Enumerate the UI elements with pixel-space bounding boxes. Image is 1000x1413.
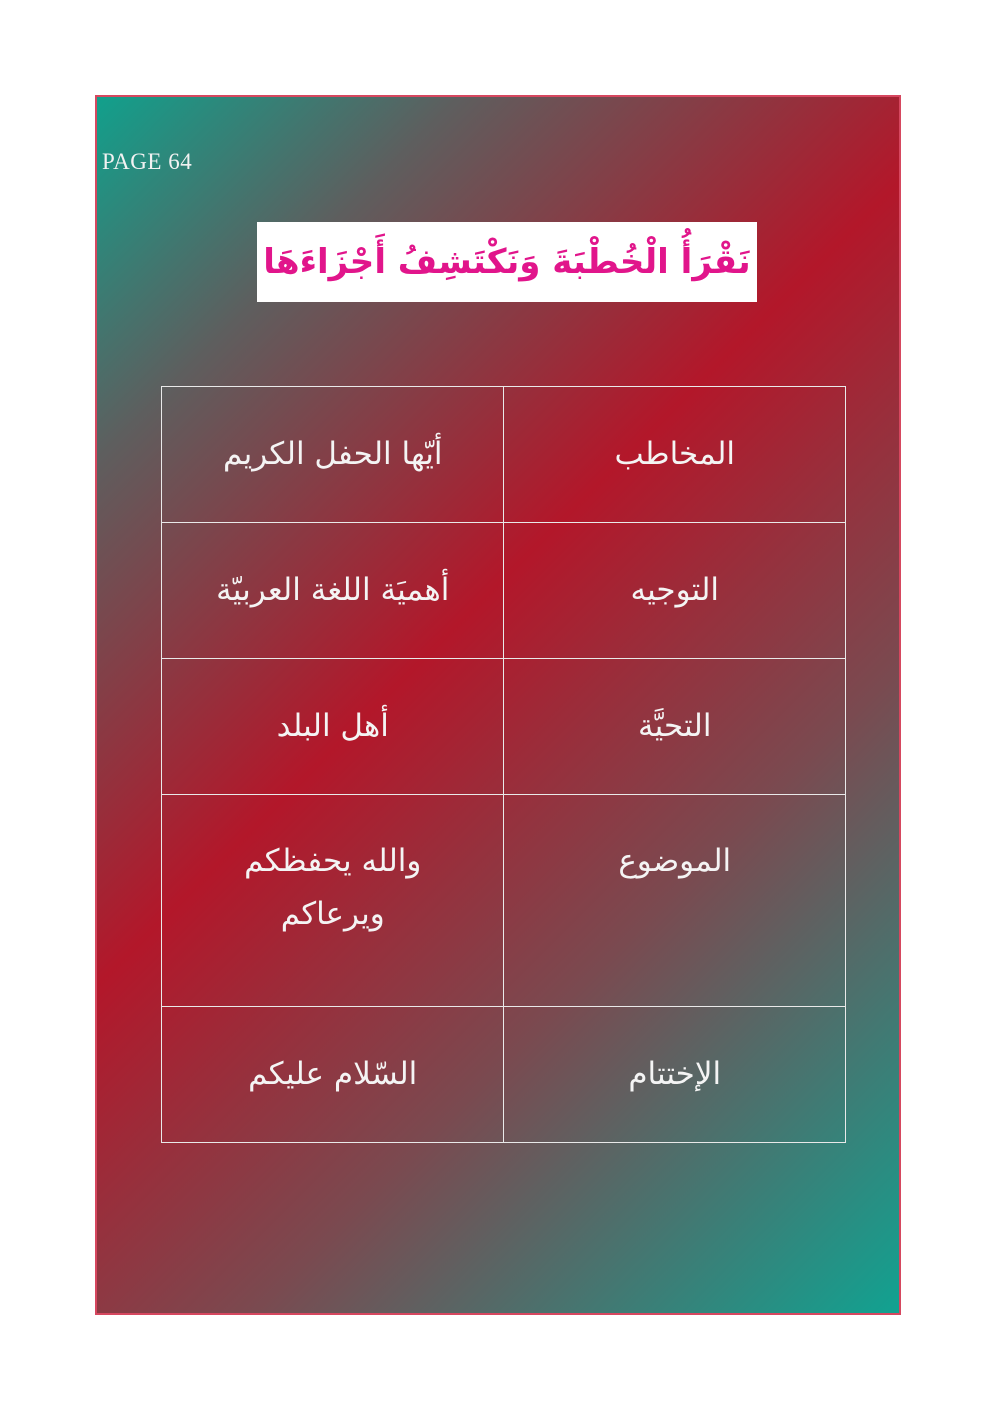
part-label: التوجيه <box>504 523 846 659</box>
table-row <box>162 795 846 1007</box>
part-label: المخاطب <box>504 387 846 523</box>
page-title: نَقْرَأُ الْخُطْبَةَ وَنَكْتَشِفُ أَجْزَاءَهَا <box>263 242 751 282</box>
title-box <box>257 222 757 302</box>
table-row <box>162 387 846 523</box>
table-row <box>162 659 846 795</box>
part-value: أهميَة اللغة العربيّة <box>162 523 504 659</box>
page-number: PAGE 64 <box>102 149 193 174</box>
part-label: الإختتام <box>504 1007 846 1143</box>
table-row <box>162 523 846 659</box>
table-row <box>162 1007 846 1143</box>
worksheet-page <box>95 95 901 1315</box>
part-label: التحيَّة <box>504 659 846 795</box>
part-label: الموضوع <box>504 795 846 1007</box>
part-value: أهل البلد <box>162 659 504 795</box>
part-value: السّلام عليكم <box>162 1007 504 1143</box>
part-value: أيّها الحفل الكريم <box>162 387 504 523</box>
part-value: والله يحفظكم ويرعاكم <box>162 795 504 1007</box>
speech-parts-table <box>161 386 846 1143</box>
